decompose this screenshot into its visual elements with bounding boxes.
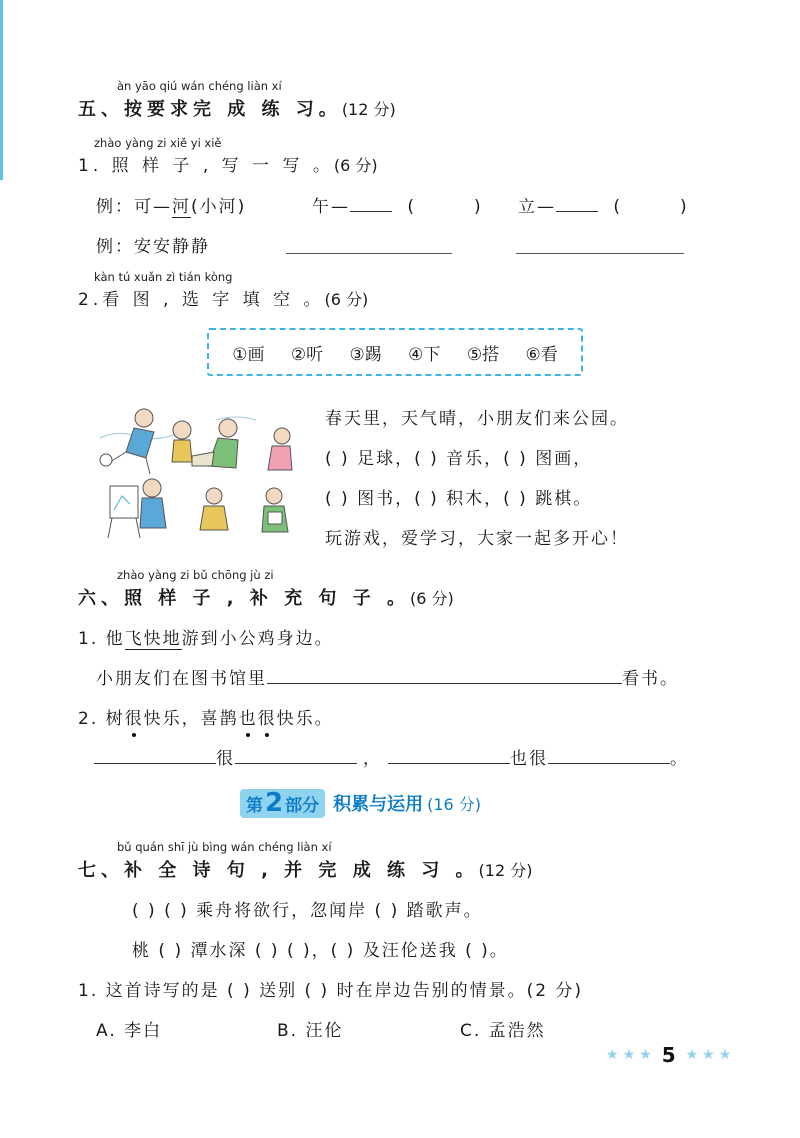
item-a-paren-close: ): [474, 197, 483, 217]
part2-points: (16 分): [427, 794, 482, 814]
sec5-q2-title-text: 2.看 图 , 选 字 填 空 。: [78, 290, 325, 310]
part2-number: 2: [265, 788, 284, 818]
sec6-q2-dotted-1: 很: [124, 709, 144, 729]
star-icon: ★: [718, 1047, 732, 1063]
star-icon: ★: [622, 1047, 636, 1063]
sec6-q2-comma: ，: [363, 749, 382, 769]
option-1: ①画: [232, 344, 265, 365]
sec6-q1-line-end: 看书。: [622, 669, 679, 689]
sec7-title-text: 七、补 全 诗 句 , 并 完 成 练 习 。: [78, 860, 479, 881]
item-a-paren-open: (: [407, 197, 417, 217]
sec5-q1-title-text: 1. 照 样 子 , 写 一 写 。: [78, 156, 334, 176]
sec5-q2-pinyin: kàn tú xuǎn zì tián kòng: [94, 270, 233, 284]
sec6-q2-dotted-2: 也: [238, 709, 258, 729]
sec6-q2-end: 。: [670, 749, 689, 769]
sec6-q2-blank-2[interactable]: [235, 745, 357, 764]
sec6-title-text: 六、照 样 子 , 补 充 句 子 。: [78, 588, 410, 609]
sec5-points: (12 分): [341, 100, 396, 119]
page-number: 5: [661, 1043, 676, 1067]
sec7-pinyin: bǔ quán shī jù bìng wán chéng liàn xí: [117, 840, 332, 854]
choice-a[interactable]: A. 李白: [96, 1021, 163, 1041]
item-a-char: 午—: [312, 197, 350, 217]
item-b-char: 立—: [518, 197, 556, 217]
sec6-q2-fill-word-2: 也很: [510, 749, 548, 769]
sec6-q1-line-start: 小朋友们在图书馆里: [96, 669, 267, 689]
sec6-q1-prefix: 1. 他: [78, 629, 125, 649]
sec6-q2-blank-1[interactable]: [94, 745, 216, 764]
sec7-q1-points: (2 分): [526, 981, 584, 1001]
sec6-q2-fill: [94, 744, 689, 769]
sec5-q1-points: (6 分): [333, 156, 378, 175]
sec5-q1-pinyin: zhào yàng zi xiě yi xiě: [94, 136, 222, 150]
sec5-title: [78, 95, 396, 121]
word-choice-box: [207, 328, 583, 376]
sec7-title: [78, 856, 532, 882]
option-2: ②听: [290, 344, 324, 365]
choice-b[interactable]: B. 汪伦: [277, 1021, 344, 1041]
option-4: ④下: [408, 344, 441, 365]
sec5-q2-points: (6 分): [324, 290, 369, 309]
sec6-points: (6 分): [409, 589, 454, 608]
item-b-blank[interactable]: [556, 193, 598, 212]
item-b-paren-close: ): [680, 197, 689, 217]
example1-answer: (小河): [191, 197, 247, 217]
reading-line-4: 玩游戏，爱学习，大家一起多开心！: [325, 529, 629, 549]
sec5-q1-title: [78, 151, 378, 176]
poem-line-1: ( ) ( ) 乘舟将欲行，忽闻岸 ( ) 踏歌声。: [132, 901, 483, 921]
example2-answer-blank-1[interactable]: [286, 235, 452, 254]
item-a-blank[interactable]: [350, 193, 392, 212]
page-footer: [606, 1043, 731, 1067]
sec6-q1-suffix: 游到小公鸡身边。: [181, 629, 334, 649]
sec6-q2-fill-word-1: 很: [216, 749, 235, 769]
sec5-title-text: 五、按要求完 成 练 习。: [78, 99, 342, 120]
sec7-points: (12 分): [478, 861, 533, 880]
sec6-pinyin: zhào yàng zi bǔ chōng jù zi: [117, 568, 274, 582]
sec6-q2: [78, 704, 334, 729]
sec6-q2-blank-3[interactable]: [388, 745, 510, 764]
reading-line-1: 春天里，天气晴，小朋友们来公园。: [325, 409, 629, 429]
item-b-paren-open: (: [613, 197, 623, 217]
part2-label-b: 部分: [285, 795, 320, 816]
park-illustration: [96, 400, 308, 546]
sec6-q1-underlined: 飞快地: [124, 629, 182, 649]
sec6-q2-part-a: 2. 树: [78, 709, 125, 729]
poem-line-2: 桃 ( ) 潭水深 ( ) ( )，( ) 及汪伦送我 ( )。: [132, 941, 509, 961]
sec5-q1-item-b: [518, 192, 689, 217]
example1-word: 河: [172, 197, 191, 217]
page-edge-stripe: [0, 0, 3, 180]
sec6-q2-dotted-3: 很: [257, 709, 277, 729]
sec5-q2-title: [78, 285, 368, 310]
choice-c[interactable]: C. 孟浩然: [460, 1021, 546, 1041]
reading-line-3: ( ) 图书，( ) 积木，( ) 跳棋。: [325, 489, 593, 509]
star-icon: ★: [639, 1047, 652, 1063]
option-3: ③踢: [349, 344, 382, 365]
sec6-q2-part-f: 快乐。: [276, 709, 334, 729]
star-icon: ★: [685, 1047, 699, 1063]
sec5-q1-item-a: [312, 192, 483, 217]
sec5-q1-example2: 例：安安静静: [96, 237, 210, 257]
part2-title: 积累与运用: [333, 794, 424, 815]
sec6-q1: [78, 624, 334, 649]
sec7-q1: [78, 976, 583, 1001]
sec6-q1-fill: [96, 664, 679, 689]
sec6-q2-part-c: 快乐，喜鹊: [143, 709, 239, 729]
option-6: ⑥看: [525, 344, 558, 365]
sec6-title: [78, 584, 454, 610]
example1-prefix: 例：可—: [96, 197, 172, 217]
star-icon: ★: [606, 1047, 619, 1063]
part2-label: [240, 789, 325, 818]
reading-line-2: ( ) 足球，( ) 音乐，( ) 图画，: [325, 449, 593, 469]
sec5-pinyin: àn yāo qiú wán chéng liàn xí: [117, 79, 282, 93]
option-5: ⑤搭: [466, 344, 500, 365]
sec5-q1-example1: [96, 192, 246, 217]
sec7-q1-text: 1. 这首诗写的是 ( ) 送别 ( ) 时在岸边告别的情景。: [78, 981, 527, 1001]
example2-answer-blank-2[interactable]: [516, 235, 684, 254]
part2-banner: [240, 789, 481, 817]
sec6-q1-blank[interactable]: [267, 665, 622, 684]
part2-label-a: 第: [246, 795, 263, 816]
sec6-q2-blank-4[interactable]: [548, 745, 670, 764]
star-icon: ★: [702, 1047, 715, 1063]
